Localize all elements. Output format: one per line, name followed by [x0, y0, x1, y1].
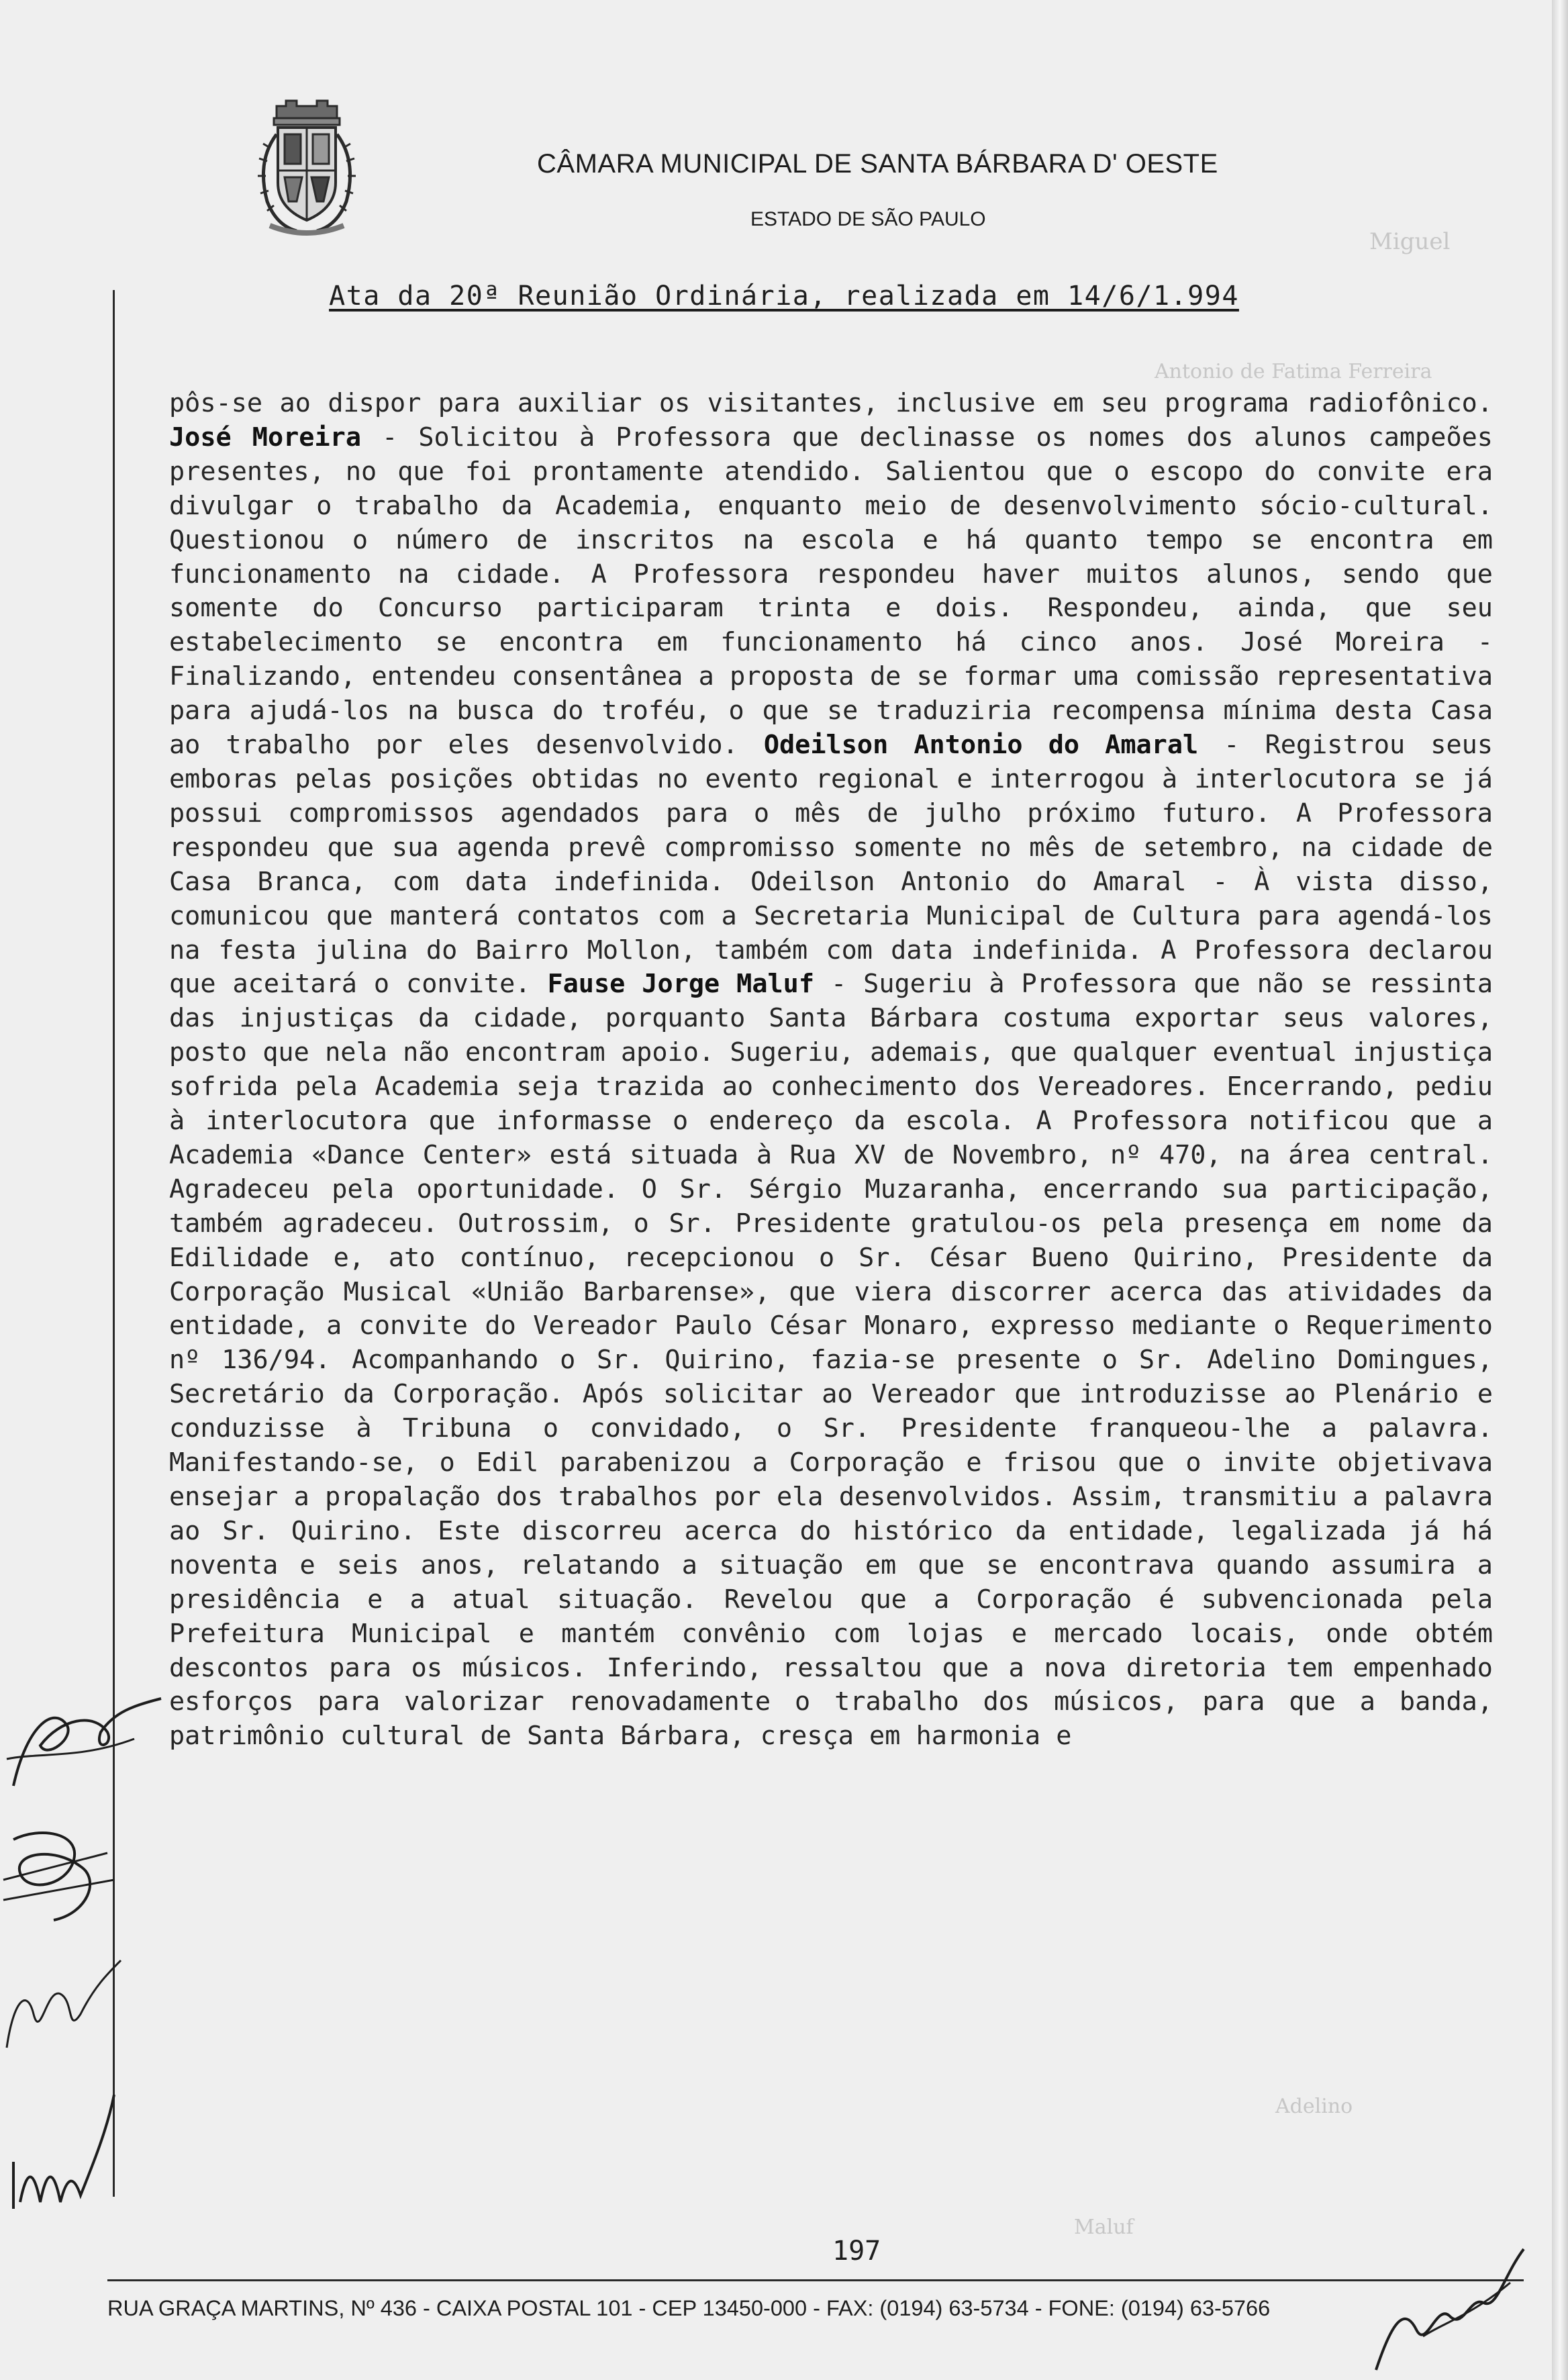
bleed-through-text: Adelino	[1275, 2095, 1353, 2118]
signature-initial	[0, 1947, 128, 2061]
institution-name: CÂMARA MUNICIPAL DE SANTA BÁRBARA D' OESTE	[537, 149, 1218, 179]
speaker-name: José Moreira	[169, 422, 362, 453]
page-edge	[1552, 0, 1568, 2380]
footer-rule	[107, 2279, 1524, 2281]
body-segment: - Sugeriu à Professora que não se ressinta das injustiças da cidade, porquanto Santa Bárbara costuma exportar seus valores, posto que nela não encontram apoio. Sugeriu, ademais, que qualquer eventual injustiça sofrida pela Academia seja trazida ao conhecimento dos Vereadores. Encerrando, pediu à interlocutora que informasse o endereço da escola. A Professora notificou que a Academia «Dance Center» está situada à Rua XV de Novembro, nº 470, na área central. Agradeceu pela oportunidade. O Sr. Sérgio Muzaranha, encerrando sua participação, também agradeceu. Outrossim, o Sr. Presidente gratulou-os pela presença em nome da Edilidade e, ato contínuo, recepcionou o Sr. César Bueno Quirino, Presidente da Corporação Musical «União Barbarense», que viera discorrer acerca das atividades da entidade, a convite do Vereador Paulo César Monaro, expresso mediante o Requerimento nº 136/94. Acompanhando o Sr. Quirino, fazia-se presente o Sr. Adelino Domingues, Secretário da Corporação. Após solicitar ao Vereador que introduzisse ao Plenário e conduzisse à Tribuna o convidado, o Sr. Presidente franqueou-lhe a palavra. Manifestando-se, o Edil parabenizou a Corporação e frisou que o invite objetivava ensejar a propalação dos trabalhos por ela desenvolvidos. Assim, transmitiu a palavra ao Sr. Quirino. Este discorreu acerca do histórico da entidade, legalizada já há noventa e seis anos, relatando a situação em que se encontrava quando assumira a presidência e a atual situação. Revelou que a Corporação é subvencionada pela Prefeitura Municipal e mantém convênio com lojas e mercado locais, onde obtém descontos para os músicos. Inferindo, ressaltou que a nova diretoria tem empenhado esforços para valorizar renovadamente o trabalho dos músicos, para que a banda, patrimônio cultural de Santa Bárbara, cresça em harmonia e	[169, 969, 1493, 1752]
speaker-name: Odeilson Antonio do Amaral	[763, 730, 1199, 761]
body-segment: - Registrou seus emboras pelas posições obtidas no evento regional e interrogou à interlocutora se já possui compromissos agendados para o mês de julho próximo futuro. A Professora respondeu que sua agenda prevê compromisso somente no mês de setembro, na cidade de Casa Branca, com data indefinida. Odeilson Antonio do Amaral - À vista disso, comunicou que manterá contatos com a Secretaria Municipal de Cultura para agendá-los na festa julina do Bairro Mollon, também com data indefinida. A Professora declarou que aceitará o convite.	[169, 730, 1493, 1000]
signature-initial	[0, 2075, 128, 2229]
signature-initial	[0, 1685, 168, 1806]
body-segment: pôs-se ao dispor para auxiliar os visitantes, inclusive em seu programa radiofônico.	[169, 388, 1493, 418]
minutes-title: Ata da 20ª Reunião Ordinária, realizada em 14/6/1.994	[329, 281, 1239, 312]
speaker-name: Fause Jorge Maluf	[547, 969, 815, 1000]
bleed-through-text: Maluf	[1074, 2216, 1134, 2239]
body-segment: - Solicitou à Professora que declinasse os nomes dos alunos campeões presentes, no que foi prontamente atendido. Salientou que o escopo do convite era divulgar o trabalho da Academia, enquanto meio de desenvolvimento sócio-cultural. Questionou o número de inscritos na escola e há quanto tempo se encontra em funcionamento na cidade. A Professora respondeu haver muitos alunos, sendo que somente do Concurso participaram trinta e dois. Respondeu, ainda, que seu estabelecimento se encontra em funcionamento há cinco anos. José Moreira - Finalizando, entendeu consentânea a proposta de se formar uma comissão representativa para ajudá-los na busca do troféu, o que se traduziria recompensa mínima desta Casa ao trabalho por eles desenvolvido.	[169, 422, 1493, 761]
signature-footer	[1363, 2222, 1530, 2380]
bleed-through-text: Miguel	[1369, 228, 1451, 255]
page-number: 197	[832, 2236, 881, 2267]
coat-of-arms-icon	[250, 94, 364, 236]
state-name: ESTADO DE SÃO PAULO	[750, 208, 986, 230]
minutes-body	[169, 387, 1493, 1754]
footer-address: RUA GRAÇA MARTINS, Nº 436 - CAIXA POSTAL 101 - CEP 13450-000 - FAX: (0194) 63-5734 - FONE: (0194) 63-5766	[107, 2296, 1271, 2320]
signature-initial	[0, 1813, 134, 1934]
bleed-through-text: Antonio de Fatima Ferreira	[1155, 360, 1432, 383]
